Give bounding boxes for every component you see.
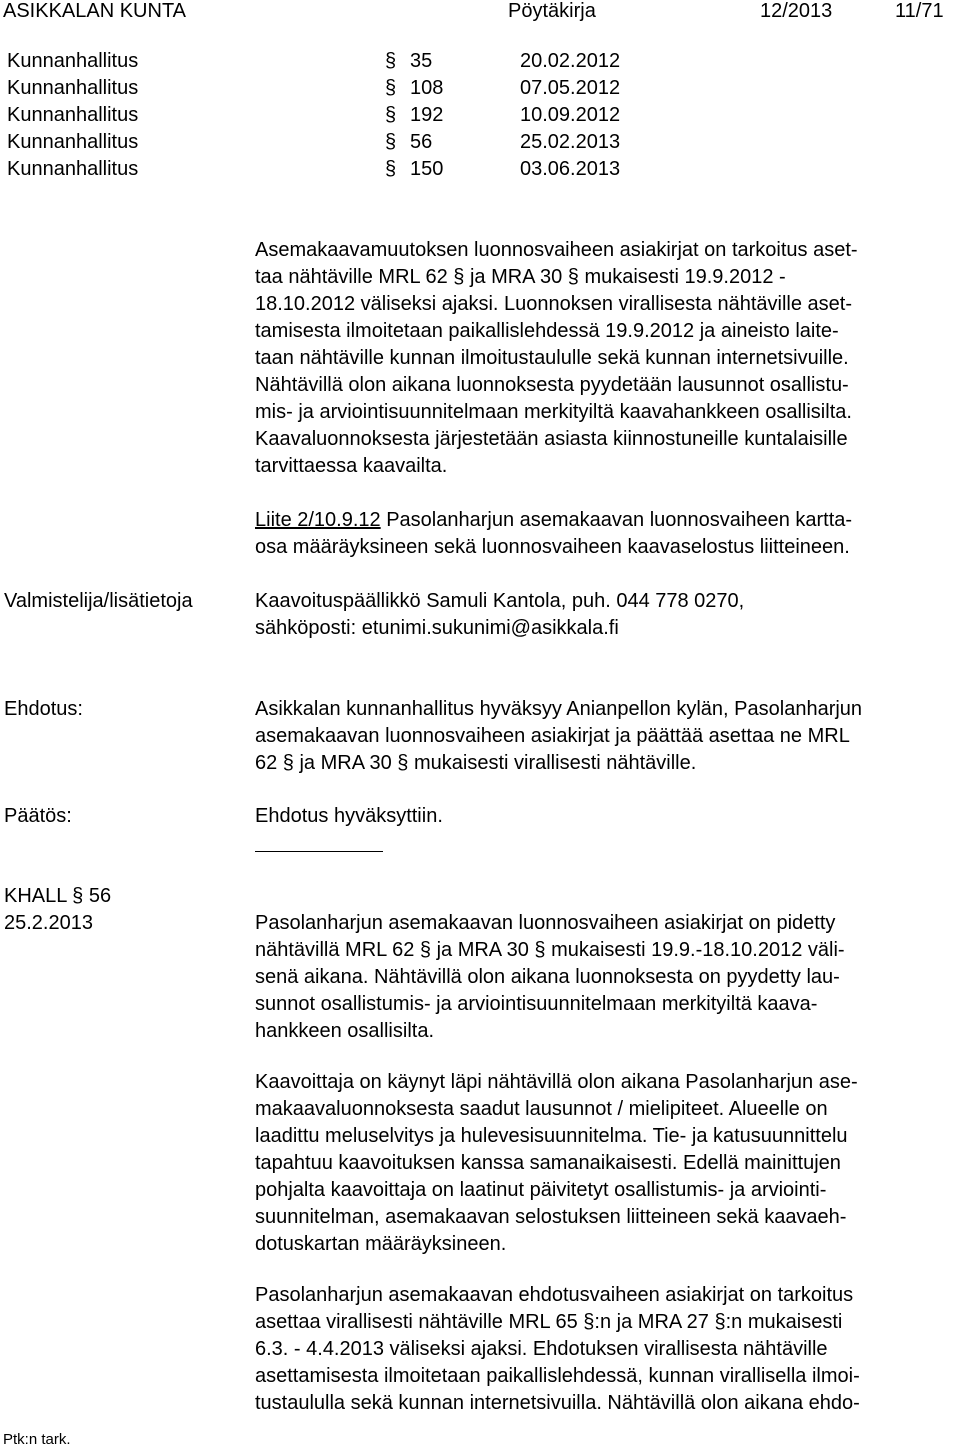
text-line: mis- ja arviointisuunnitelmaan merkityiltä kaavahankkeen osallisilta. (255, 401, 852, 423)
decision-text: Ehdotus hyväksyttiin. (255, 805, 443, 827)
khall-paragraph-b (255, 1069, 960, 1258)
history-section-number: 108 (410, 77, 444, 99)
text-line: dotuskartan määräyksineen. (255, 1233, 507, 1255)
text-line: makaavaluonnoksesta saadut lausunnot / mielipiteet. Alueelle on (255, 1098, 828, 1120)
proposal-text (255, 696, 960, 777)
text-line: Pasolanharjun asemakaavan luonnosvaiheen asiakirjat on pidetty (255, 912, 836, 934)
section-sign: § (385, 158, 397, 180)
text-line: 6.3. - 4.4.2013 väliseksi ajaksi. Ehdotuksen virallisesta nähtäville (255, 1338, 828, 1360)
preparer-label: Valmistelija/lisätietoja (4, 590, 193, 612)
text-line: hankkeen osallisilta. (255, 1020, 434, 1042)
history-org: Kunnanhallitus (7, 131, 139, 153)
municipality-name: ASIKKALAN KUNTA (3, 0, 187, 22)
text-line: nähtävillä MRL 62 § ja MRA 30 § mukaisesti 19.9.-18.10.2012 väli- (255, 939, 845, 961)
khall-paragraph-c (255, 1282, 960, 1417)
attachment-paragraph (255, 507, 960, 561)
proposal-label: Ehdotus: (4, 698, 83, 720)
text-line: Kaavoittaja on käynyt läpi nähtävillä olon aikana Pasolanharjun ase- (255, 1071, 858, 1093)
decision-label: Päätös: (4, 805, 72, 827)
text-line: 62 § ja MRA 30 § mukaisesti virallisesti nähtäville. (255, 752, 697, 774)
page-number: 11/71 (895, 0, 944, 22)
history-section-number: 192 (410, 104, 444, 126)
document-type: Pöytäkirja (508, 0, 596, 22)
history-section-number: 35 (410, 50, 433, 72)
history-date: 25.02.2013 (520, 131, 621, 153)
history-section-number: 56 (410, 131, 433, 153)
document-number: 12/2013 (760, 0, 833, 22)
text-line: Asemakaavamuutoksen luonnosvaiheen asiakirjat on tarkoitus aset- (255, 239, 858, 261)
section-sign: § (385, 50, 397, 72)
text-line: osa määräyksineen sekä luonnosvaiheen kaavaselostus liitteineen. (255, 536, 850, 558)
text-line: Nähtävillä olon aikana luonnoksesta pyydetään lausunnot osallistu- (255, 374, 849, 396)
text-line: suunnitelman, asemakaavan selostuksen liitteineen sekä kaavaeh- (255, 1206, 847, 1228)
khall-section-label: KHALL § 56 (4, 885, 112, 907)
text-line: asemakaavan luonnosvaiheen asiakirjat ja päättää asettaa ne MRL (255, 725, 850, 747)
history-org: Kunnanhallitus (7, 50, 139, 72)
text-line: tapahtuu kaavoituksen kanssa samanaikaisesti. Edellä mainittujen (255, 1152, 841, 1174)
text-line (255, 507, 960, 534)
text-line: asettaa virallisesti nähtäville MRL 65 §:n ja MRA 27 §:n mukaisesti (255, 1311, 843, 1333)
text-line: laadittu meluselvitys ja hulevesisuunnitelma. Tie- ja katusuunnittelu (255, 1125, 848, 1147)
text-line: taa nähtäville MRL 62 § ja MRA 30 § mukaisesti 19.9.2012 - (255, 266, 786, 288)
khall-date: 25.2.2013 (4, 912, 93, 934)
text-line: pohjalta kaavoittaja on laatinut päivitetyt osallistumis- ja arviointi- (255, 1179, 827, 1201)
text-line: Asikkalan kunnanhallitus hyväksyy Anianpellon kylän, Pasolanharjun (255, 698, 863, 720)
text-line: Kaavaluonnoksesta järjestetään asiasta kiinnostuneille kuntalaisille (255, 428, 848, 450)
text-line: tustaululla sekä kunnan internetsivuilla. Nähtävillä olon aikana ehdo- (255, 1392, 860, 1414)
contact-email: sähköposti: etunimi.sukunimi@asikkala.fi (255, 617, 619, 639)
history-org: Kunnanhallitus (7, 104, 139, 126)
history-section-number: 150 (410, 158, 444, 180)
text-line: tarvittaessa kaavailta. (255, 455, 448, 477)
section-sign: § (385, 77, 397, 99)
description-paragraph (255, 237, 960, 480)
history-org: Kunnanhallitus (7, 77, 139, 99)
separator-line (255, 851, 383, 852)
text-line: sunnot osallistumis- ja arviointisuunnitelmaan merkityiltä kaava- (255, 993, 818, 1015)
attachment-text: Pasolanharjun asemakaavan luonnosvaiheen kartta- (380, 509, 853, 531)
minutes-checker-label: Ptk:n tark. (3, 1431, 71, 1448)
history-org: Kunnanhallitus (7, 158, 139, 180)
section-sign: § (385, 131, 397, 153)
attachment-link[interactable]: Liite 2/10.9.12 (255, 509, 381, 531)
preparer-info (255, 588, 960, 642)
text-line: tamisesta ilmoitetaan paikallislehdessä 19.9.2012 ja aineisto laite- (255, 320, 839, 342)
khall-paragraph-a (255, 910, 960, 1045)
section-sign: § (385, 104, 397, 126)
text-line: Kaavoituspäällikkö Samuli Kantola, puh. 044 778 0270, (255, 590, 745, 612)
history-date: 07.05.2012 (520, 77, 621, 99)
history-date: 03.06.2013 (520, 158, 621, 180)
text-line: taan nähtäville kunnan ilmoitustaululle sekä kunnan internetsivuille. (255, 347, 849, 369)
text-line: senä aikana. Nähtävillä olon aikana luonnoksesta on pyydetty lau- (255, 966, 840, 988)
text-line: asettamisesta ilmoitetaan paikallislehdessä, kunnan virallisella ilmoi- (255, 1365, 860, 1387)
text-line: Pasolanharjun asemakaavan ehdotusvaiheen asiakirjat on tarkoitus (255, 1284, 854, 1306)
text-line: 18.10.2012 väliseksi ajaksi. Luonnoksen virallisesta nähtäville aset- (255, 293, 853, 315)
history-date: 10.09.2012 (520, 104, 621, 126)
history-date: 20.02.2012 (520, 50, 621, 72)
